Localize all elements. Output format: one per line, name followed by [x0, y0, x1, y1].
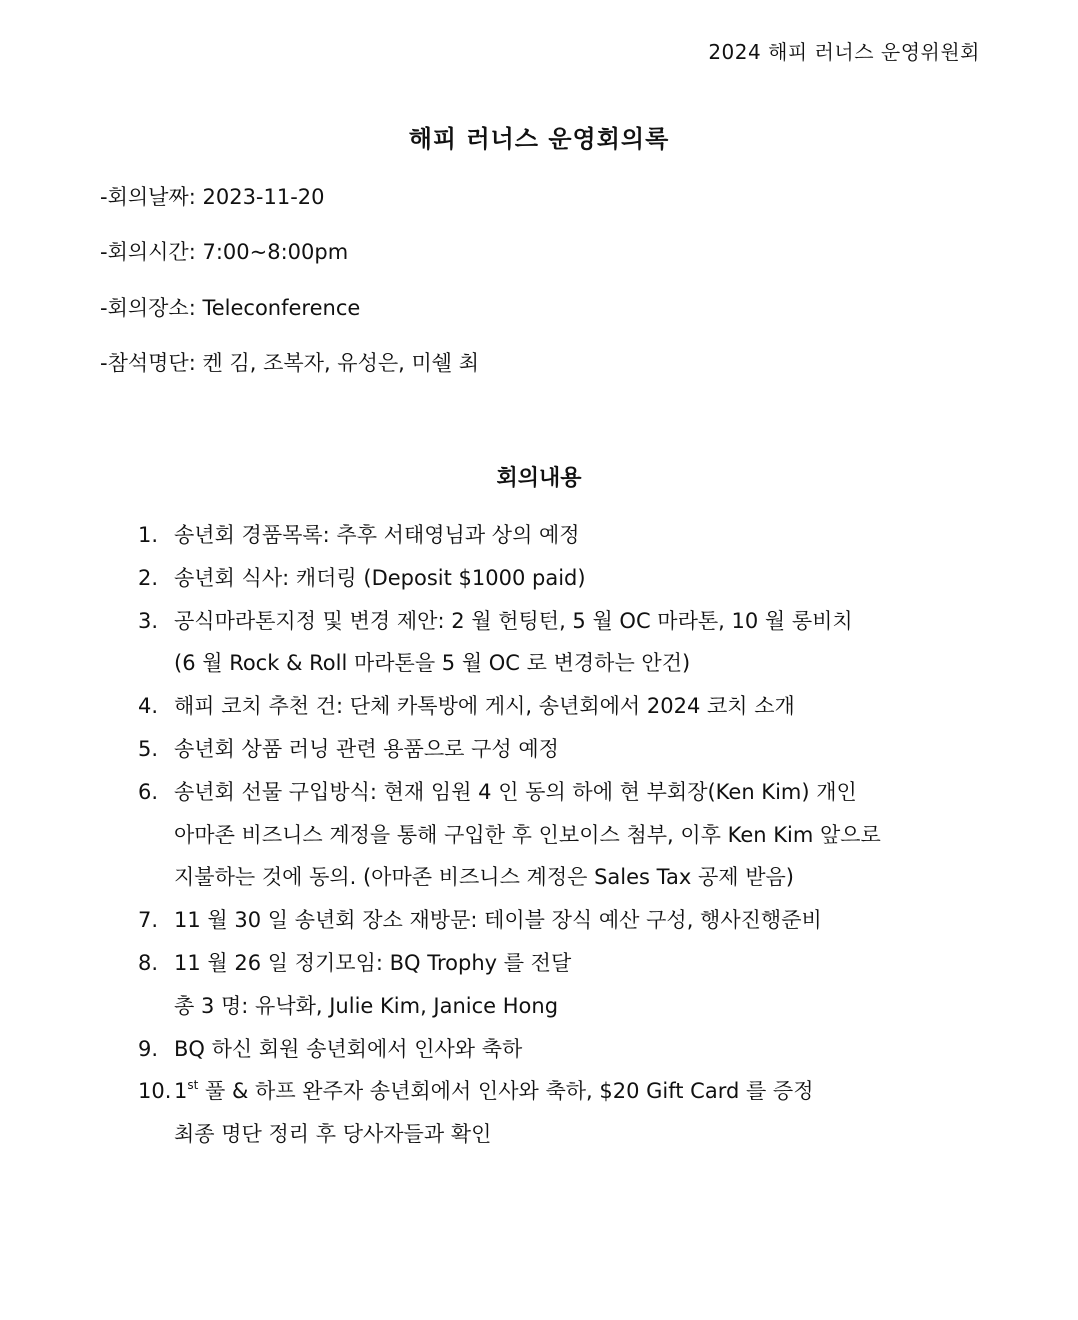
agenda-item-text: 송년회 식사: 캐더링 (Deposit $1000 paid) [174, 565, 586, 590]
meeting-place-value: Teleconference [202, 296, 361, 320]
ordinal-suffix: st [187, 1078, 199, 1093]
document-title: 해피 러너스 운영회의록 [408, 125, 670, 153]
agenda-item [138, 603, 998, 689]
agenda-item-text: 총 3 명: 유낙화, Julie Kim, Janice Hong [174, 993, 559, 1018]
meeting-attendees-value: 켄 김, 조복자, 유성은, 미쉘 최 [202, 351, 480, 375]
agenda-item-text: 공식마라톤지정 및 변경 제안: 2 월 헌팅턴, 5 월 OC 마라톤, 10 월 롱비치 [174, 608, 853, 633]
agenda-item-text-rest: 풀 & 하프 완주자 송년회에서 인사와 축하, $20 Gift Card 를 증정 [198, 1079, 814, 1104]
agenda-item-number: 9. [138, 1036, 159, 1061]
agenda-item-number: 4. [138, 694, 159, 719]
meeting-time-value: 7:00~8:00pm [202, 240, 349, 264]
agenda-item-text: (6 월 Rock & Roll 마라톤을 5 월 OC 로 변경하는 안건) [174, 651, 691, 676]
meeting-attendees-label: -참석명단: [100, 351, 196, 375]
agenda-item-text: 지불하는 것에 동의. (아마존 비즈니스 계정은 Sales Tax 공제 받음) [174, 865, 794, 890]
agenda-item-text [174, 1073, 998, 1116]
agenda-item-number: 7. [138, 908, 159, 933]
section-title: 회의내용 [496, 466, 582, 491]
agenda-item [138, 688, 998, 731]
agenda-item-number: 5. [138, 736, 159, 761]
agenda-item [138, 731, 998, 774]
agenda-item [138, 774, 998, 902]
agenda-item [138, 902, 998, 945]
agenda-item [138, 560, 998, 603]
agenda-item [138, 517, 998, 560]
agenda-list [138, 517, 998, 1159]
agenda-item-number: 10. [138, 1079, 172, 1104]
agenda-item-number: 1. [138, 523, 159, 547]
agenda-item-text: 11 월 30 일 송년회 장소 재방문: 테이블 장식 예산 구성, 행사진행준비 [174, 908, 822, 933]
agenda-item-text: BQ 하신 회원 송년회에서 인사와 축하 [174, 1036, 523, 1061]
meeting-date-label: -회의날짜: [100, 185, 196, 209]
agenda-item-number: 2. [138, 565, 159, 590]
agenda-item-text: 아마존 비즈니스 계정을 통해 구입한 후 인보이스 첨부, 이후 Ken Kim 앞으로 [174, 822, 881, 847]
agenda-item-text: 해피 코치 추천 건: 단체 카톡방에 게시, 송년회에서 2024 코치 소개 [174, 694, 795, 719]
meeting-time-label: -회의시간: [100, 240, 196, 264]
meeting-date [100, 181, 325, 211]
agenda-item-text: 11 월 26 일 정기모임: BQ Trophy 를 전달 [174, 950, 572, 975]
agenda-item-text: 송년회 경품목록: 추후 서태영님과 상의 예정 [174, 523, 580, 547]
agenda-item [138, 945, 998, 1031]
meeting-place [100, 292, 360, 322]
agenda-item-text: 송년회 선물 구입방식: 현재 임원 4 인 동의 하에 현 부회장(Ken Kim) 개인 [174, 779, 857, 804]
meeting-time [100, 236, 348, 266]
meeting-place-label: -회의장소: [100, 296, 196, 320]
agenda-item-text: 송년회 상품 러닝 관련 용품으로 구성 예정 [174, 736, 559, 761]
agenda-item-number: 6. [138, 779, 159, 804]
meeting-date-value: 2023-11-20 [202, 185, 325, 209]
ordinal-number: 1 [174, 1079, 188, 1104]
agenda-item [138, 1031, 998, 1074]
organization-header: 2024 해피 러너스 운영위원회 [708, 40, 980, 64]
agenda-item [138, 1073, 998, 1159]
agenda-item-number: 3. [138, 608, 159, 633]
agenda-item-number: 8. [138, 950, 159, 975]
meeting-attendees [100, 347, 479, 377]
agenda-item-text: 최종 명단 정리 후 당사자들과 확인 [174, 1122, 492, 1147]
